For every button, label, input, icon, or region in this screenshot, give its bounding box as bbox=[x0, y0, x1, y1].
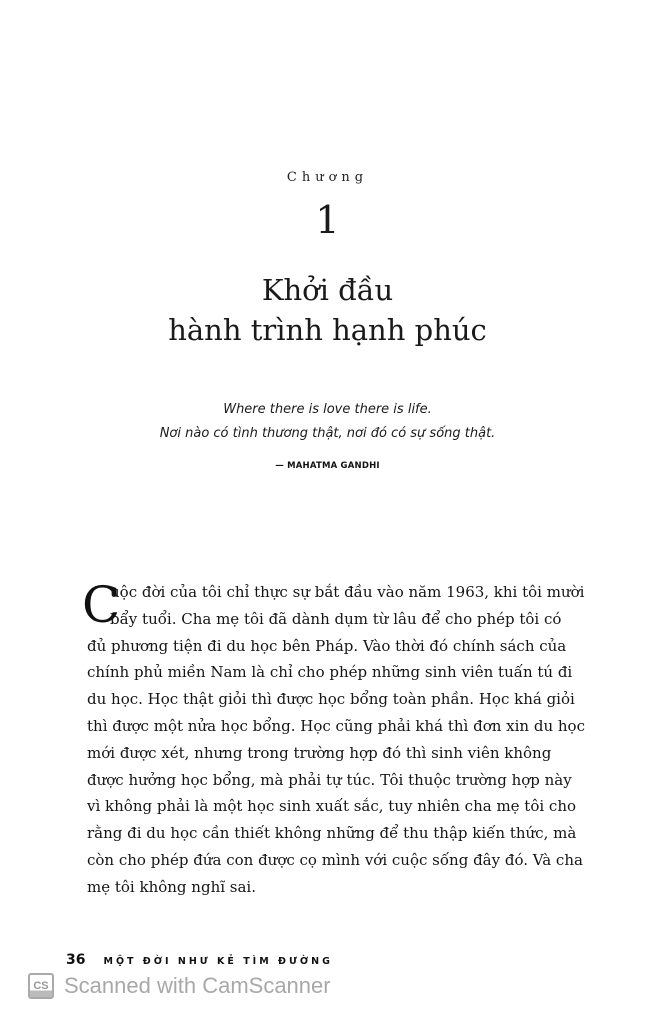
running-title: MỘT ĐỜI NHƯ KẺ TÌM ĐƯỜNG bbox=[103, 956, 333, 967]
epigraph bbox=[0, 398, 655, 446]
camscanner-logo-icon: CS bbox=[28, 973, 54, 999]
chapter-label: Chương bbox=[286, 170, 369, 185]
chapter-title-line: Khởi đầu bbox=[261, 273, 394, 307]
body-line: chính phủ miền Nam là chỉ cho phép những sinh viên tuấn tú đi bbox=[87, 663, 573, 682]
body-line: đủ phương tiện đi du học bên Pháp. Vào thời đó chính sách của bbox=[87, 636, 567, 655]
epigraph-line-vietnamese: Nơi nào có tình thương thật, nơi đó có sự sống thật. bbox=[159, 426, 496, 441]
chapter-number: 1 bbox=[315, 198, 340, 242]
chapter-title-line: hành trình hạnh phúc bbox=[168, 313, 487, 347]
epigraph-line-english: Where there is love there is life. bbox=[223, 402, 432, 417]
chapter-title bbox=[0, 270, 655, 350]
body-line: thì được một nửa học bổng. Học cũng phải khá thì đơn xin du học bbox=[87, 716, 585, 735]
watermark-text: Scanned with CamScanner bbox=[64, 973, 331, 998]
camscanner-watermark bbox=[28, 973, 331, 999]
body-line: mới được xét, nhưng trong trường hợp đó thì sinh viên không bbox=[87, 743, 552, 762]
body-line: bẩy tuổi. Cha mẹ tôi đã dành dụm từ lâu để cho phép tôi có bbox=[110, 609, 562, 628]
epigraph-attribution: — MAHATMA GANDHI bbox=[275, 461, 380, 471]
page-footer bbox=[66, 952, 333, 968]
body-line: uộc đời của tôi chỉ thực sự bắt đầu vào năm 1963, khi tôi mười bbox=[110, 583, 585, 601]
body-paragraph bbox=[87, 579, 587, 901]
body-line: được hưởng học bổng, mà phải tự túc. Tôi thuộc trường hợp này bbox=[87, 770, 572, 789]
body-line: vì không phải là một học sinh xuất sắc, tuy nhiên cha mẹ tôi cho bbox=[87, 797, 577, 816]
drop-cap: C bbox=[82, 576, 121, 634]
page-number: 36 bbox=[66, 952, 86, 968]
body-line: còn cho phép đứa con được cọ mình với cuộc sống đây đó. Và cha bbox=[87, 850, 583, 869]
body-line: rằng đi du học cần thiết không những để thu thập kiến thức, mà bbox=[87, 824, 577, 843]
body-line: du học. Học thật giỏi thì được học bổng toàn phần. Học khá giỏi bbox=[87, 690, 575, 709]
body-line: mẹ tôi không nghĩ sai. bbox=[87, 877, 256, 896]
